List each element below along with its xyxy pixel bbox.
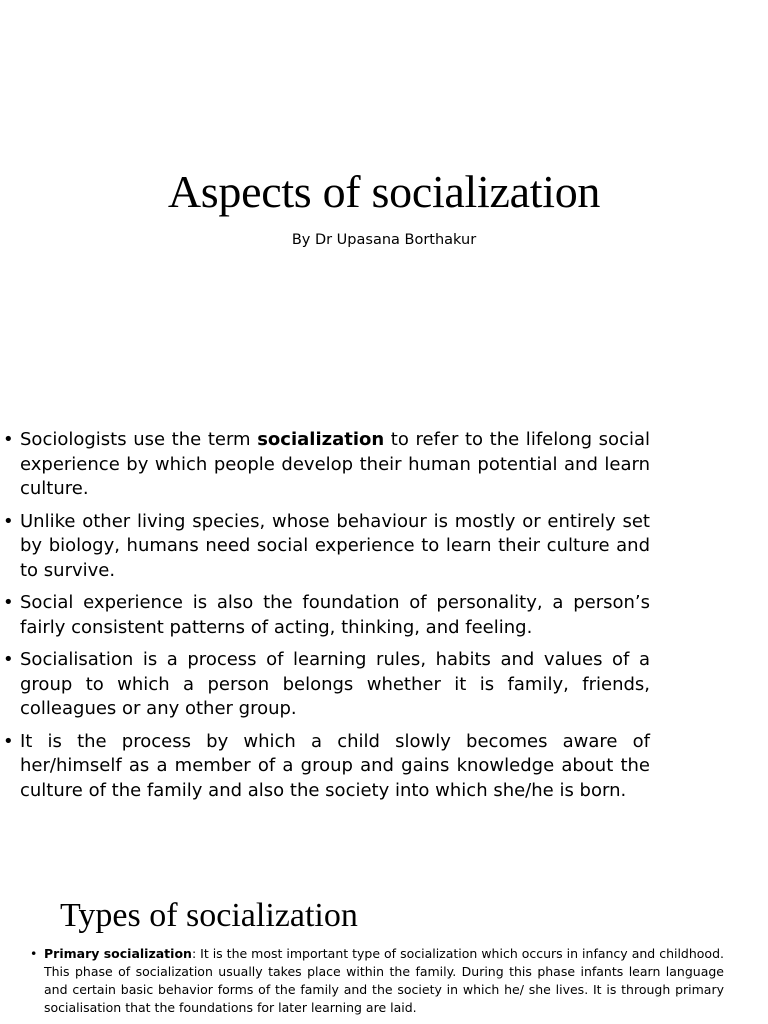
bullet-text-suffix: to refer to the lifelong social experience by which people develop their human potential and learn culture. bbox=[20, 429, 651, 499]
bullet-text: Social experience is also the foundation of personality, a person’s fairly consistent patterns of acting, thinking, and feeling. bbox=[20, 592, 650, 638]
bullet-item bbox=[0, 730, 768, 804]
bullet-bold-term: Primary socialization bbox=[44, 946, 192, 961]
author-subtitle: By Dr Upasana Borthakur bbox=[291, 232, 477, 248]
bullet-marker: • bbox=[3, 429, 14, 450]
bullet-marker: • bbox=[30, 946, 38, 961]
bullet-text-prefix: Sociologists use the term bbox=[20, 429, 258, 450]
bullet-marker: • bbox=[3, 510, 14, 532]
bullet-text: : It is the most important type of socialization which occurs in infancy and childhood. This phase of socialization usually takes place within the family. During this phase infants learn language and certain basic behavior forms of the family and the society in which he/ she lives. It is through primary socialisation that the foundations for later learning are laid. bbox=[44, 946, 724, 1015]
bullet-marker: • bbox=[3, 730, 14, 752]
title-slide bbox=[0, 0, 768, 390]
bullet-marker: • bbox=[3, 592, 14, 613]
bullet-bold-term: socialization bbox=[257, 429, 385, 450]
bullet-text: It is the process by which a child slowly becomes aware of her/himself as a member of a group and gains knowledge about the culture of the family and also the society into which she/he is born. bbox=[20, 730, 650, 801]
bullet-item bbox=[0, 428, 768, 502]
bullet-item bbox=[30, 945, 724, 1017]
bullet-marker: • bbox=[3, 649, 14, 670]
section-title: Types of socialization bbox=[60, 897, 358, 934]
types-slide bbox=[0, 850, 768, 1024]
content-slide bbox=[0, 390, 768, 850]
bullet-item bbox=[0, 591, 768, 640]
bullet-item bbox=[0, 510, 768, 584]
bullet-item bbox=[0, 648, 768, 722]
bullet-text: Socialisation is a process of learning rules, habits and values of a group to which a person belongs whether it is family, friends, colleagues or any other group. bbox=[20, 649, 650, 719]
bullet-text: Unlike other living species, whose behaviour is mostly or entirely set by biology, humans need social experience to learn their culture and to survive. bbox=[20, 510, 650, 581]
bullet-list bbox=[0, 428, 768, 811]
presentation-title: Aspects of socialization bbox=[167, 166, 601, 217]
